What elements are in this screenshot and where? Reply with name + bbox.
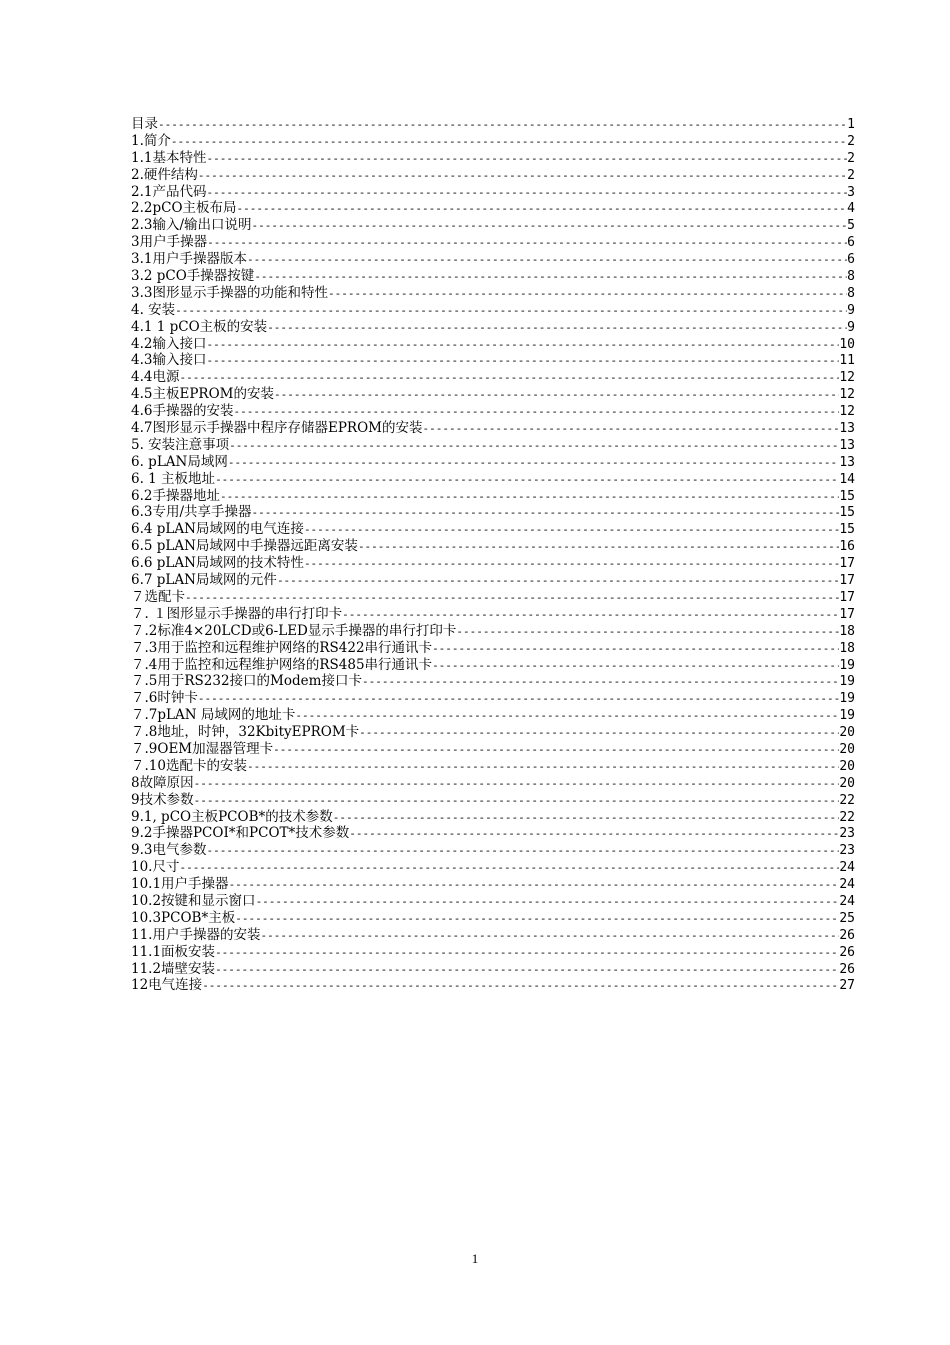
toc-entry[interactable]: [131, 640, 855, 657]
toc-entry[interactable]: [131, 690, 855, 707]
toc-dot-leader: [252, 505, 840, 521]
toc-entry[interactable]: [131, 116, 855, 133]
toc-entry-title: 10.1用户手操器: [131, 876, 229, 893]
toc-entry-title: 3.3图形显示手操器的功能和特性: [131, 284, 328, 301]
table-of-contents: [131, 116, 855, 994]
toc-entry-title: 目录: [131, 116, 158, 132]
toc-entry[interactable]: [131, 657, 855, 674]
toc-dot-leader: [328, 286, 847, 302]
toc-entry-title: ７.8地址，时钟，32KbityEPROM卡: [131, 724, 360, 741]
toc-dot-leader: [247, 252, 847, 268]
toc-entry[interactable]: [131, 437, 855, 454]
toc-entry-title: 9.1, pCO主板PCOB*的技术参数: [131, 808, 333, 825]
toc-dot-leader: [206, 151, 847, 167]
toc-entry-page-number: 13: [839, 437, 855, 453]
toc-entry-title: 4.4电源: [131, 369, 180, 386]
toc-entry-page-number: 22: [839, 792, 855, 808]
toc-entry[interactable]: [131, 504, 855, 521]
toc-entry-page-number: 9: [847, 302, 855, 318]
toc-entry-title: 12电气连接: [131, 977, 203, 994]
toc-entry-title: 6.2手操器地址: [131, 487, 220, 504]
toc-entry-page-number: 6: [847, 252, 855, 268]
toc-entry-title: 8故障原因: [131, 774, 194, 791]
toc-entry-title: 6.6 pLAN局域网的技术特性: [131, 555, 304, 572]
toc-entry-title: 2.2pCO主板布局: [131, 200, 237, 217]
toc-entry-page-number: 17: [839, 606, 855, 622]
toc-dot-leader: [304, 556, 839, 572]
toc-entry-title: 6.7 pLAN局域网的元件: [131, 572, 277, 589]
toc-entry-title: 2.硬件结构: [131, 166, 198, 183]
toc-dot-leader: [229, 877, 840, 893]
toc-entry-page-number: 23: [839, 826, 855, 842]
toc-entry[interactable]: [131, 589, 855, 606]
toc-dot-leader: [456, 624, 839, 640]
toc-entry-title: 9.2手操器PCOI*和PCOT*技术参数: [131, 825, 350, 842]
toc-dot-leader: [359, 725, 839, 741]
toc-entry[interactable]: [131, 876, 855, 893]
toc-entry-page-number: 26: [839, 961, 855, 977]
toc-entry-title: 3用户手操器: [131, 234, 208, 251]
toc-entry-page-number: 25: [839, 910, 855, 926]
toc-dot-leader: [229, 438, 839, 454]
toc-entry-title: ７.10选配卡的安装: [131, 757, 247, 774]
toc-entry-page-number: 13: [839, 454, 855, 470]
toc-dot-leader: [194, 793, 840, 809]
toc-entry-page-number: 19: [839, 674, 855, 690]
toc-entry[interactable]: [131, 319, 855, 336]
toc-entry-page-number: 27: [839, 978, 855, 994]
toc-entry-page-number: 12: [839, 370, 855, 386]
toc-entry-page-number: 26: [839, 927, 855, 943]
toc-entry[interactable]: [131, 893, 855, 910]
toc-dot-leader: [158, 117, 847, 133]
toc-entry-title: 4.5主板EPROM的安装: [131, 386, 274, 403]
toc-entry[interactable]: [131, 403, 855, 420]
toc-entry[interactable]: [131, 825, 855, 842]
toc-dot-leader: [260, 928, 839, 944]
toc-dot-leader: [215, 962, 839, 978]
toc-entry-page-number: 2: [847, 150, 855, 166]
toc-entry-page-number: 19: [839, 708, 855, 724]
toc-entry[interactable]: [131, 184, 855, 201]
toc-entry[interactable]: [131, 792, 855, 809]
toc-entry-page-number: 12: [839, 387, 855, 403]
toc-dot-leader: [252, 218, 848, 234]
toc-entry[interactable]: [131, 268, 855, 285]
toc-entry-page-number: 12: [839, 404, 855, 420]
toc-entry-page-number: 15: [839, 488, 855, 504]
toc-entry-page-number: 2: [847, 133, 855, 149]
toc-dot-leader: [432, 658, 839, 674]
toc-entry[interactable]: [131, 758, 855, 775]
toc-entry-title: 1.1基本特性: [131, 149, 207, 166]
toc-entry-page-number: 20: [839, 775, 855, 791]
toc-entry[interactable]: [131, 555, 855, 572]
toc-dot-leader: [362, 674, 839, 690]
toc-entry-page-number: 16: [839, 539, 855, 555]
toc-entry[interactable]: [131, 133, 855, 150]
toc-entry[interactable]: [131, 859, 855, 876]
toc-dot-leader: [235, 911, 839, 927]
toc-dot-leader: [220, 489, 839, 505]
toc-entry-page-number: 22: [839, 809, 855, 825]
toc-entry[interactable]: [131, 538, 855, 555]
toc-entry-title: 11.用户手操器的安装: [131, 926, 261, 943]
toc-dot-leader: [358, 539, 839, 555]
toc-dot-leader: [198, 168, 847, 184]
toc-entry-title: 6.5 pLAN局域网中手操器远距离安装: [131, 538, 358, 555]
toc-entry-page-number: 6: [847, 235, 855, 251]
toc-entry-page-number: 17: [839, 556, 855, 572]
toc-dot-leader: [215, 945, 839, 961]
toc-entry[interactable]: [131, 352, 855, 369]
toc-dot-leader: [206, 843, 839, 859]
toc-entry-page-number: 24: [839, 893, 855, 909]
toc-dot-leader: [349, 826, 839, 842]
toc-entry[interactable]: [131, 454, 855, 471]
toc-entry[interactable]: [131, 471, 855, 488]
toc-entry-page-number: 10: [839, 336, 855, 352]
toc-entry-title: 5. 安装注意事项: [131, 436, 230, 453]
toc-entry[interactable]: [131, 251, 855, 268]
toc-entry-title: 4.2输入接口: [131, 335, 207, 352]
toc-dot-leader: [198, 691, 839, 707]
toc-entry-page-number: 15: [839, 522, 855, 538]
toc-entry[interactable]: [131, 572, 855, 589]
toc-entry-page-number: 3: [847, 184, 855, 200]
toc-dot-leader: [185, 590, 839, 606]
toc-dot-leader: [171, 134, 847, 150]
toc-entry-title: ７.5用于RS232接口的Modem接口卡: [131, 673, 362, 690]
toc-entry-page-number: 18: [839, 640, 855, 656]
toc-entry-title: ７.3用于监控和远程维护网络的RS422串行通讯卡: [131, 639, 433, 656]
toc-entry-title: 10.3PCOB*主板: [131, 909, 236, 926]
toc-entry[interactable]: [131, 302, 855, 319]
toc-entry[interactable]: [131, 336, 855, 353]
toc-entry-title: 2.3输入/输出口说明: [131, 217, 252, 234]
toc-entry-page-number: 5: [847, 218, 855, 234]
toc-entry[interactable]: [131, 673, 855, 690]
toc-entry[interactable]: [131, 961, 855, 978]
toc-dot-leader: [175, 303, 847, 319]
toc-entry-page-number: 18: [839, 623, 855, 639]
toc-entry-title: 4.7图形显示手操器中程序存储器EPROM的安装: [131, 420, 423, 437]
toc-entry-title: 6.4 pLAN局域网的电气连接: [131, 521, 304, 538]
toc-entry[interactable]: [131, 167, 855, 184]
toc-entry-page-number: 23: [839, 843, 855, 859]
toc-entry-title: 4.6手操器的安装: [131, 403, 234, 420]
toc-dot-leader: [194, 776, 840, 792]
toc-entry-title: 6. 1 主板地址: [131, 470, 216, 487]
toc-entry[interactable]: [131, 842, 855, 859]
toc-entry[interactable]: [131, 200, 855, 217]
toc-dot-leader: [202, 978, 839, 994]
toc-entry-title: 4.3输入接口: [131, 352, 207, 369]
toc-entry-title: ７.6时钟卡: [131, 690, 198, 707]
toc-entry-title: 4.1 1 pCO主板的安装: [131, 318, 268, 335]
toc-entry[interactable]: [131, 775, 855, 792]
toc-entry[interactable]: [131, 707, 855, 724]
toc-entry-page-number: 17: [839, 589, 855, 605]
toc-entry[interactable]: [131, 910, 855, 927]
toc-dot-leader: [422, 421, 839, 437]
toc-entry-page-number: 19: [839, 657, 855, 673]
toc-entry[interactable]: [131, 741, 855, 758]
toc-dot-leader: [206, 337, 839, 353]
toc-entry-page-number: 20: [839, 758, 855, 774]
toc-entry-title: 6. pLAN局域网: [131, 453, 228, 470]
toc-entry[interactable]: [131, 809, 855, 826]
toc-dot-leader: [206, 353, 839, 369]
toc-dot-leader: [432, 641, 839, 657]
toc-entry-title: 4. 安装: [131, 301, 176, 318]
toc-entry[interactable]: [131, 927, 855, 944]
toc-entry-title: 11.2墙壁安装: [131, 960, 216, 977]
toc-entry-title: ７.2标准4×20LCD或6-LED显示手操器的串行打印卡: [131, 622, 457, 639]
footer-page-number: 1: [471, 1251, 479, 1266]
toc-entry-title: ７.4用于监控和远程维护网络的RS485串行通讯卡: [131, 656, 433, 673]
toc-entry[interactable]: [131, 369, 855, 386]
toc-entry[interactable]: [131, 521, 855, 538]
toc-dot-leader: [342, 607, 839, 623]
toc-entry[interactable]: [131, 606, 855, 623]
toc-entry[interactable]: [131, 944, 855, 961]
toc-entry-title: 6.3专用/共享手操器: [131, 504, 252, 521]
toc-entry-page-number: 14: [839, 471, 855, 487]
toc-entry-title: ７.9OEM加湿器管理卡: [131, 740, 274, 757]
toc-dot-leader: [254, 269, 847, 285]
toc-dot-leader: [277, 573, 839, 589]
toc-entry-title: 3.2 pCO手操器按键: [131, 268, 255, 285]
toc-entry[interactable]: [131, 386, 855, 403]
toc-dot-leader: [274, 387, 839, 403]
toc-dot-leader: [179, 370, 839, 386]
toc-entry-page-number: 4: [847, 201, 855, 217]
toc-entry-page-number: 2: [847, 167, 855, 183]
toc-dot-leader: [228, 455, 840, 471]
toc-entry-title: 2.1产品代码: [131, 183, 207, 200]
toc-entry-title: 1.简介: [131, 132, 171, 149]
toc-entry-page-number: 11: [839, 353, 855, 369]
toc-dot-leader: [247, 759, 839, 775]
toc-entry-page-number: 20: [839, 741, 855, 757]
toc-entry-title: 11.1面板安装: [131, 943, 216, 960]
toc-entry-page-number: 17: [839, 573, 855, 589]
toc-dot-leader: [267, 320, 847, 336]
toc-entry-title: 9技术参数: [131, 791, 194, 808]
toc-entry-page-number: 13: [839, 421, 855, 437]
toc-entry[interactable]: [131, 150, 855, 167]
toc-entry[interactable]: [131, 724, 855, 741]
toc-entry-title: ７.7pLAN 局域网的地址卡: [131, 707, 296, 724]
toc-dot-leader: [233, 404, 839, 420]
toc-entry-page-number: 1: [847, 117, 855, 132]
toc-entry-page-number: 26: [839, 944, 855, 960]
toc-entry[interactable]: [131, 488, 855, 505]
toc-entry[interactable]: [131, 285, 855, 302]
toc-entry[interactable]: [131, 420, 855, 437]
toc-dot-leader: [333, 810, 840, 826]
toc-dot-leader: [256, 894, 840, 910]
toc-dot-leader: [179, 860, 839, 876]
toc-entry-page-number: 24: [839, 860, 855, 876]
toc-entry-page-number: 9: [847, 319, 855, 335]
toc-dot-leader: [207, 235, 847, 251]
toc-dot-leader: [273, 742, 839, 758]
toc-entry-title: 9.3电气参数: [131, 842, 207, 859]
toc-entry-page-number: 19: [839, 691, 855, 707]
toc-entry[interactable]: [131, 623, 855, 640]
toc-entry-title: 3.1用户手操器版本: [131, 251, 247, 268]
toc-dot-leader: [295, 708, 839, 724]
toc-dot-leader: [215, 472, 839, 488]
toc-entry-page-number: 15: [839, 505, 855, 521]
toc-entry[interactable]: [131, 217, 855, 234]
toc-dot-leader: [206, 185, 847, 201]
toc-entry-title: 10.2按键和显示窗口: [131, 892, 256, 909]
toc-dot-leader: [304, 522, 839, 538]
toc-entry-page-number: 20: [839, 725, 855, 741]
toc-entry-page-number: 8: [847, 285, 855, 301]
toc-entry-page-number: 24: [839, 877, 855, 893]
toc-entry-title: 10.尺寸: [131, 859, 180, 876]
toc-dot-leader: [237, 201, 848, 217]
toc-entry[interactable]: [131, 234, 855, 251]
toc-entry[interactable]: [131, 977, 855, 994]
toc-entry-page-number: 8: [847, 269, 855, 285]
toc-entry-title: ７选配卡: [131, 588, 185, 605]
toc-entry-title: ７. １图形显示手操器的串行打印卡: [131, 605, 343, 622]
